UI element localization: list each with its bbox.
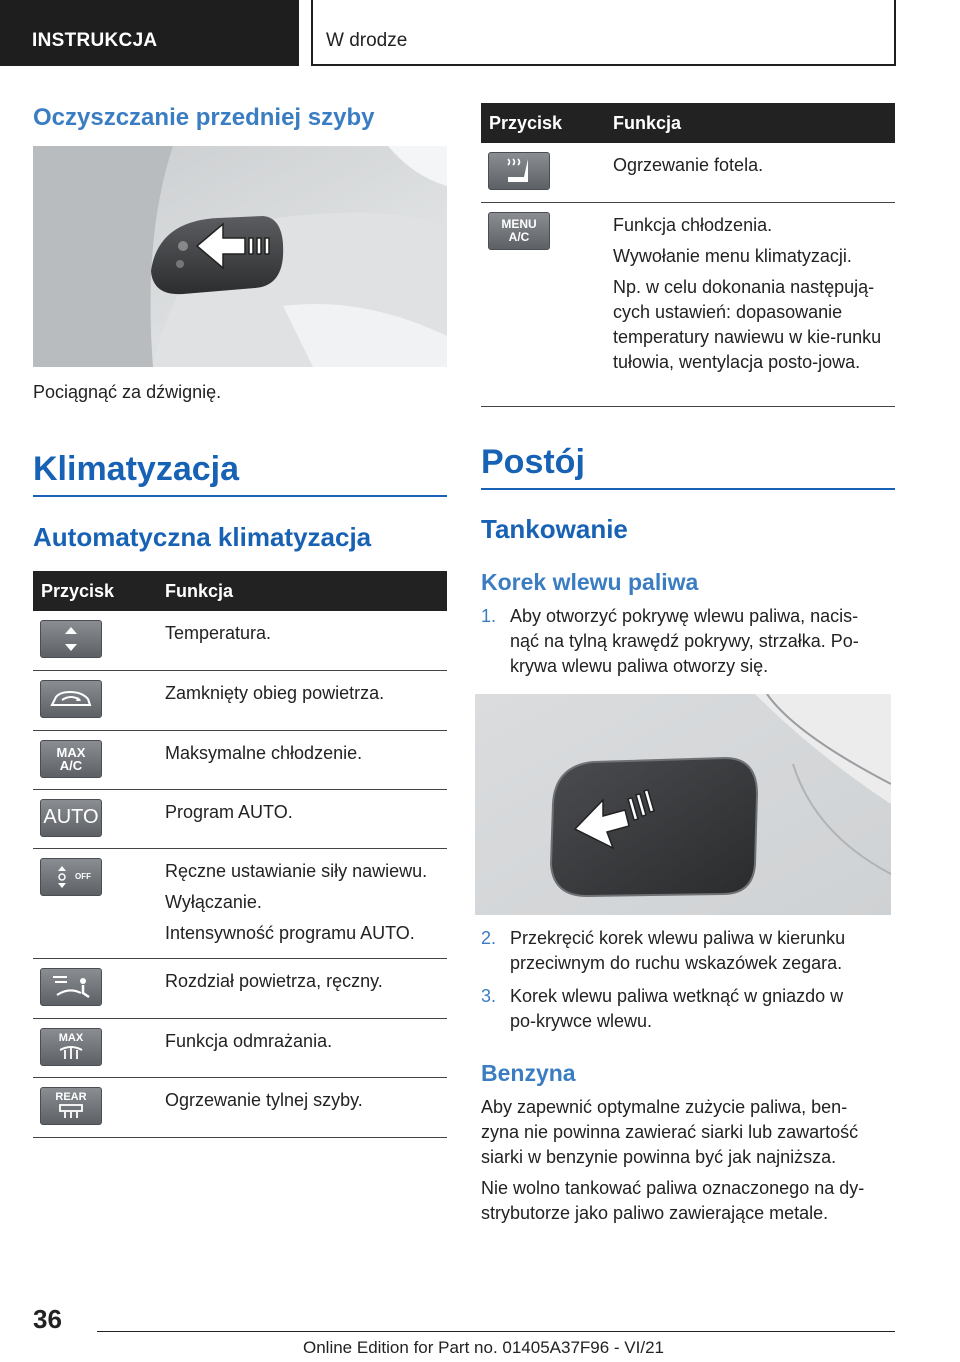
section-tab — [0, 0, 299, 66]
table-header-row — [481, 103, 895, 143]
petrol-title: Benzyna — [481, 1060, 576, 1086]
table-row — [33, 1077, 447, 1137]
row-text: Program AUTO. — [165, 801, 293, 822]
climate-title: Klimatyzacja — [33, 450, 447, 497]
footer-edition: Online Edition for Part no. 01405A37F96 - VI/21 — [303, 1338, 665, 1357]
footer-divider — [97, 1331, 895, 1332]
fuel-steps-list-2 — [481, 926, 871, 1034]
col-header-button: Przycisk — [481, 103, 611, 143]
auto-climate-title: Automatyczna klimatyzacja — [33, 522, 372, 552]
temperature-arrows-icon — [40, 620, 102, 658]
fuel-steps-list-1 — [481, 604, 871, 679]
list-item: 1. Aby otworzyć pokrywę wlewu paliwa, nacis-nąć na tylną krawędź pokrywy, strzałka. Po-krywa wlewu paliwa otworzy się. — [481, 606, 859, 676]
max-defrost-icon: MAX — [40, 1028, 102, 1066]
table-row — [33, 789, 447, 848]
page-header — [0, 0, 960, 66]
rear-defrost-icon: REAR — [40, 1087, 102, 1125]
page-number: 36 — [33, 1304, 62, 1334]
seat-heating-icon — [488, 152, 550, 190]
petrol-paragraph-1: Aby zapewnić optymalne zużycie paliwa, ben-zyna nie powinna zawierać siarki lub zawartość siarki w benzynie powinna być jak najniższa. — [481, 1097, 859, 1167]
air-distribution-icon — [40, 968, 102, 1006]
menu-ac-icon: MENU A/C — [488, 212, 550, 250]
table-row — [33, 611, 447, 670]
col-header-button: Przycisk — [33, 571, 163, 611]
row-text: Ogrzewanie tylnej szyby. — [165, 1089, 363, 1110]
row-text: Rozdział powietrza, ręczny. — [165, 970, 383, 991]
parking-title: Postój — [481, 443, 895, 490]
row-text: Maksymalne chłodzenie. — [165, 742, 363, 763]
auto-icon: AUTO — [40, 799, 102, 837]
petrol-paragraph-2: Nie wolno tankować paliwa oznaczonego na dy-strybutorze jako paliwo zawierające metale. — [481, 1178, 865, 1223]
table-row — [481, 143, 895, 202]
row-text: Funkcja chłodzenia. — [613, 214, 773, 235]
row-text: Ręczne ustawianie siły nawiewu. — [165, 860, 428, 881]
row-text: Ogrzewanie fotela. — [613, 155, 764, 175]
row-text: Funkcja odmrażania. — [165, 1030, 333, 1051]
windshield-title: Oczyszczanie przedniej szyby — [33, 104, 375, 131]
fuel-flap-photo — [475, 694, 891, 915]
table-row — [33, 730, 447, 789]
climate-buttons-table — [33, 571, 447, 1138]
table-row — [33, 848, 447, 958]
max-ac-icon: MAX A/C — [40, 740, 102, 778]
row-text: Temperatura. — [165, 623, 272, 643]
col-header-function: Funkcja — [163, 571, 447, 611]
table-row — [33, 958, 447, 1018]
row-text: Intensywność programu AUTO. — [165, 922, 415, 943]
recirculation-icon — [40, 680, 102, 718]
row-text: Np. w celu dokonania następują-cych ustawień: dopasowanie temperatury nawiewu w kie-runku tułowia, wentylacja posto-jowa. — [613, 276, 882, 372]
chapter-label: W drodze — [326, 30, 408, 51]
col-header-function: Funkcja — [611, 103, 895, 143]
list-item: 3. Korek wlewu paliwa wetknąć w gniazdo w po-krywce wlewu. — [481, 986, 844, 1031]
row-text: Wyłączanie. — [165, 891, 262, 912]
row-text: Zamknięty obieg powietrza. — [165, 682, 385, 703]
seat-buttons-table — [481, 103, 895, 407]
fan-off-icon: OFF — [40, 858, 102, 896]
windshield-caption: Pociągnąć za dźwignię. — [33, 382, 222, 402]
table-header-row — [33, 571, 447, 611]
table-row — [33, 1018, 447, 1077]
section-label: INSTRUKCJA — [32, 30, 158, 51]
row-text: Wywołanie menu klimatyzacji. — [613, 245, 852, 266]
chapter-tab — [311, 0, 896, 66]
table-row — [481, 202, 895, 406]
table-row — [33, 670, 447, 730]
fuelcap-title: Korek wlewu paliwa — [481, 569, 699, 595]
refuel-title: Tankowanie — [481, 514, 628, 544]
wiper-lever-photo — [33, 146, 447, 367]
list-item: 2. Przekręcić korek wlewu paliwa w kierunku przeciwnym do ruchu wskazówek zegara. — [481, 928, 846, 973]
